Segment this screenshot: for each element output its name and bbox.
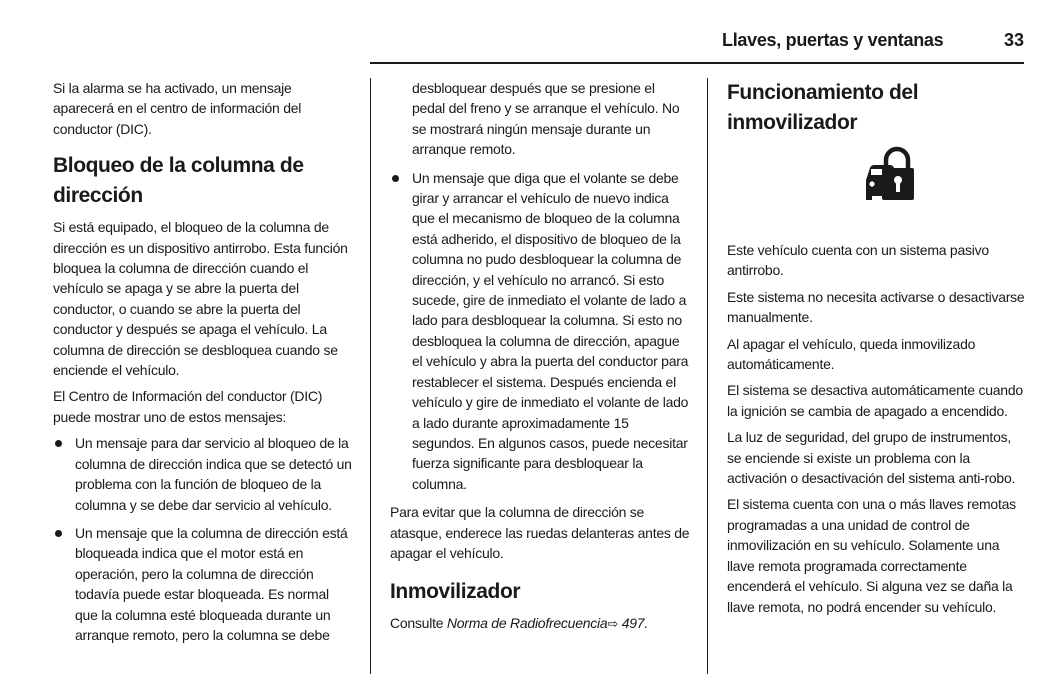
column-divider-left [370, 78, 371, 674]
dic-message-list-continued [390, 78, 690, 494]
reference-link[interactable]: Norma de Radiofrecuencia [446, 615, 608, 632]
dic-messages-paragraph: El Centro de Información del conductor (DIC) puede mostrar uno de estos mensajes: [53, 388, 323, 425]
avoid-jam-paragraph: Para evitar que la columna de dirección se atasque, enderece las ruedas delanteras antes de apagar el vehículo. [390, 504, 690, 561]
list-item: Un mensaje para dar servicio al bloqueo de la columna de dirección indica que se detectó un problema con la función de bloqueo de la columna y se debe dar servicio al vehículo. [53, 433, 355, 515]
list-item: Un mensaje que la columna de dirección está bloqueada indica que el motor está en operación, pero la columna de dirección todavía puede estar bloqueada. Es normal que la columna esté bloqueada durante un arranque remoto, pero la columna se debe [53, 523, 355, 645]
paragraph: Este vehículo cuenta con un sistema pasivo antirrobo. [727, 242, 989, 279]
immobilizer-reference [390, 613, 690, 634]
section-title: Llaves, puertas y ventanas [722, 30, 944, 50]
column-right [727, 78, 1027, 144]
reference-prefix: Consulte [390, 615, 447, 632]
paragraph: Al apagar el vehículo, queda inmovilizado automáticamente. [727, 335, 976, 373]
paragraph: La luz de seguridad, del grupo de instrumentos, se enciende si existe un problema con la activación o desactivación del sistema anti-robo. [727, 429, 1016, 487]
reference-page: 497. [618, 615, 648, 632]
paragraph: El sistema cuenta con una o más llaves remotas programadas a una unidad de control de inmovilización en su vehículo. Solamente una llave remota programada correctamente encenderá el vehículo. Si alguna vez se daña la llave remota, no podrá encender su vehículo. [727, 496, 1016, 615]
list-item-continuation: desbloquear después que se presione el pedal del freno y se arranque el vehículo. No se mostrará ningún mensaje durante un arranque remoto. [412, 80, 680, 158]
steering-lock-paragraph: Si está equipado, el bloqueo de la columna de dirección es un dispositivo antirrobo. Esta función bloquea la columna de dirección cuando el vehículo se apaga y se abre la puerta del conductor, o cuando se abre la puerta del conductor y después se apaga el vehículo. La columna de dirección se desbloquea cuando se enciende el vehículo. [53, 219, 348, 379]
alarm-intro-paragraph: Si la alarma se ha activado, un mensaje aparecerá en el centro de información del conductor (DIC). [53, 80, 302, 137]
header-rule [370, 62, 1024, 64]
dic-message-list [53, 433, 355, 645]
paragraph: Este sistema no necesita activarse o desactivarse manualmente. [727, 288, 1025, 326]
column-left [53, 78, 355, 653]
immobilizer-operation-heading: Funcionamiento del inmovilizador [727, 81, 919, 134]
page-number: 33 [1004, 30, 1025, 50]
column-divider-right [707, 78, 708, 674]
immobilizer-heading: Inmovilizador [390, 580, 521, 604]
steering-lock-heading: Bloqueo de la columna de dirección [53, 154, 304, 208]
list-item: Un mensaje que diga que el volante se debe girar y arrancar el vehículo de nuevo indica que el mecanismo de bloqueo de la columna está adherido, el dispositivo de bloqueo de la columna no pudo desbloquear la columna de dirección, y el vehículo no arrancó. Si esto sucede, gire de inmediato el volante de lado a lado para desbloquear la columna. Si esto no desbloquea la columna de dirección, apague el vehículo y abra la puerta del conductor para restablecer el sistema. Después encienda el vehículo y gire de inmediato el volante de lado a lado durante aproximadamente 15 segundos. En algunos casos, puede necesitar fuerza significante para desbloquear la columna. [390, 168, 690, 495]
column-middle [390, 78, 690, 641]
paragraph: El sistema se desactiva automáticamente cuando la ignición se cambia de apagado a encendido. [727, 382, 1023, 419]
column-right-body [727, 240, 1027, 623]
page-reference-arrow-icon: ⇨ [607, 616, 619, 632]
vehicle-security-lock-icon [864, 140, 916, 206]
